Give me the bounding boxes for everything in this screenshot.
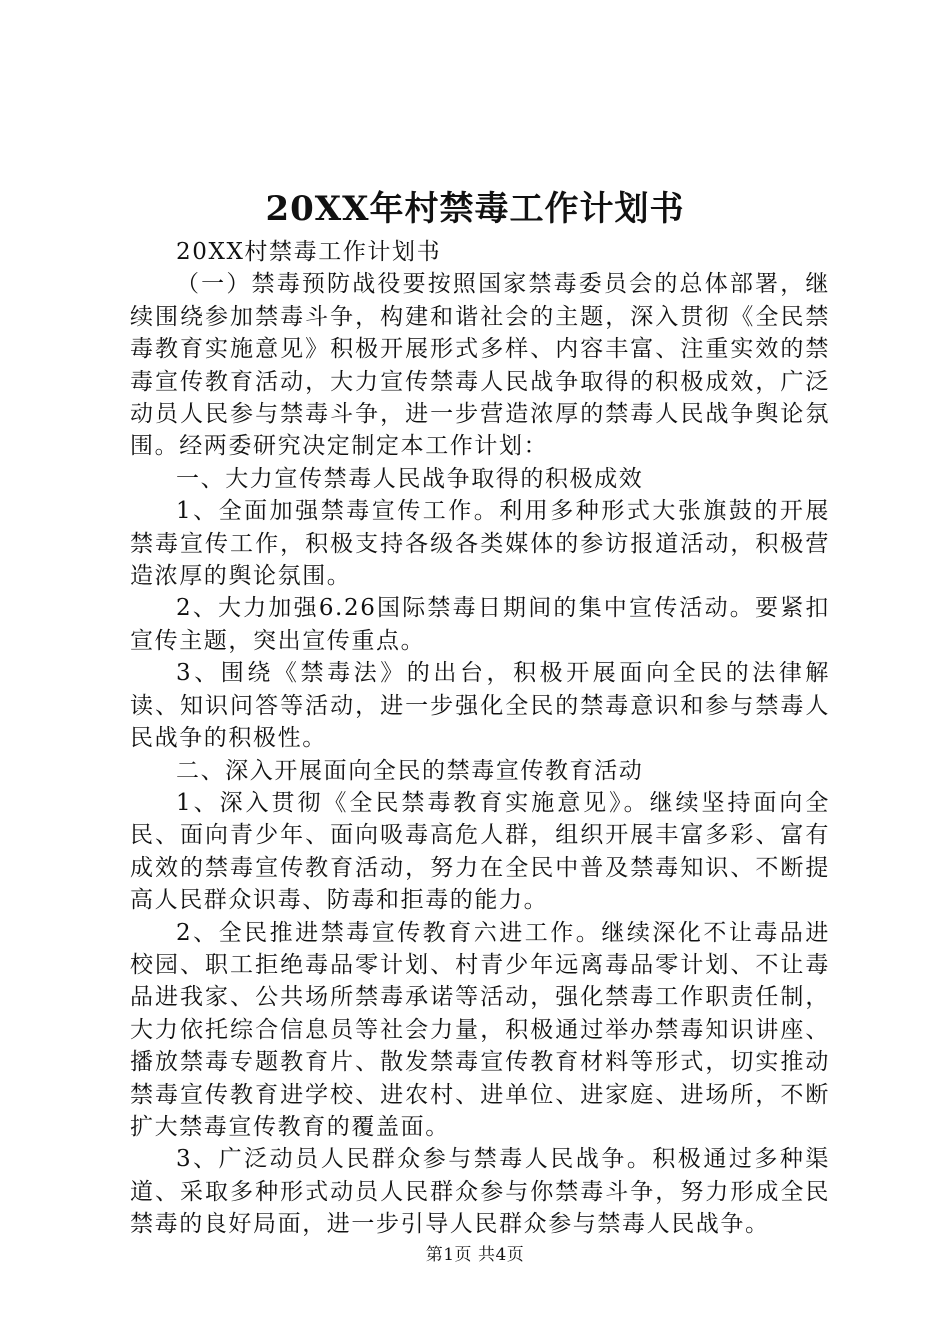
document-body (130, 236, 830, 1241)
body-paragraph: 3、围绕《禁毒法》的出台，积极开展面向全民的法律解读、知识问答等活动，进一步强化全民的禁毒意识和参与禁毒人民战争的积极性。 (130, 660, 830, 752)
body-paragraph: 1、全面加强禁毒宣传工作。利用多种形式大张旗鼓的开展禁毒宣传工作，积极支持各级各类媒体的参访报道活动，积极营造浓厚的舆论氛围。 (130, 498, 830, 590)
body-paragraph: 1、深入贯彻《全民禁毒教育实施意见》。继续坚持面向全民、面向青少年、面向吸毒高危人群，组织开展丰富多彩、富有成效的禁毒宣传教育活动，努力在全民中普及禁毒知识、不断提高人民群众识毒、防毒和拒毒的能力。 (130, 789, 830, 914)
body-paragraph: 20XX村禁毒工作计划书 (176, 239, 442, 265)
body-paragraph: 3、广泛动员人民群众参与禁毒人民战争。积极通过多种渠道、采取多种形式动员人民群众参与你禁毒斗争，努力形成全民禁毒的良好局面，进一步引导人民群众参与禁毒人民战争。 (130, 1146, 830, 1238)
document-title: 20XX年村禁毒工作计划书 (265, 189, 685, 229)
body-paragraph: 2、全民推进禁毒宣传教育六进工作。继续深化不让毒品进校园、职工拒绝毒品零计划、村青少年远离毒品零计划、不让毒品进我家、公共场所禁毒承诺等活动，强化禁毒工作职责任制，大力依托综合信息员等社会力量，积极通过举办禁毒知识讲座、播放禁毒专题教育片、散发禁毒宣传教育材料等形式，切实推动禁毒宣传教育进学校、进农村、进单位、进家庭、进场所，不断扩大禁毒宣传教育的覆盖面。 (130, 919, 830, 1140)
page-footer: 第1页 共4页 (425, 1245, 525, 1265)
body-paragraph: （一）禁毒预防战役要按照国家禁毒委员会的总体部署，继续围绕参加禁毒斗争，构建和谐社会的主题，深入贯彻《全民禁毒教育实施意见》积极开展形式多样、内容丰富、注重实效的禁毒宣传教育活动，大力宣传禁毒人民战争取得的积极成效，广泛动员人民参与禁毒斗争，进一步营造浓厚的禁毒人民战争舆论氛围。经两委研究决定制定本工作计划： (130, 271, 830, 460)
section-heading: 一、大力宣传禁毒人民战争取得的积极成效 (176, 465, 644, 492)
body-paragraph: 2、大力加强6.26国际禁毒日期间的集中宣传活动。要紧扣宣传主题，突出宣传重点。 (130, 595, 830, 654)
section-heading: 二、深入开展面向全民的禁毒宣传教育活动 (176, 757, 644, 784)
